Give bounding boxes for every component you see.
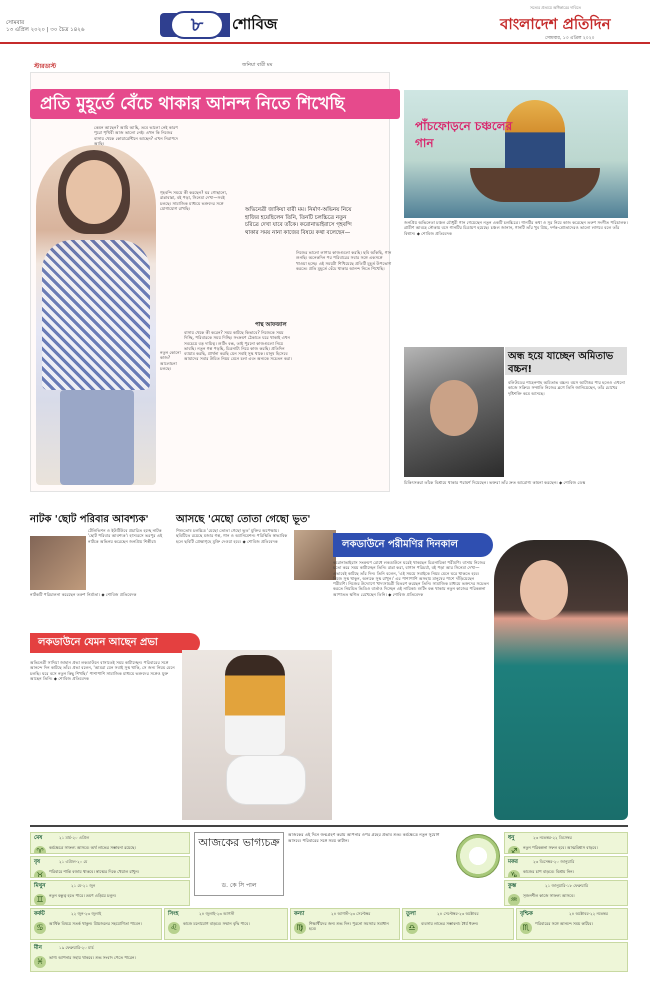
lead-column-2: বাসায় থেকে কী করেন? সময় কাটছে কিভাবে? নিজেকে সময় দিচ্ছি, পরিবারকে সময় দিচ্ছি। সংক্রমণ ঠেকাতে ঘরে থাকাই এখন সবচেয়ে বড় দায়িত্ব। শুটিং বন্ধ, তাই পুরনো কাজগুলো নিয়ে ভাবছি। নতুন গল্প পড়ছি, চিত্রনাট্য নিয়ে কাজ করছি। প্রতিদিন ব্যায়াম করছি, প্রার্থনা করছি যেন সবাই সুস্থ থাকে। মানুষ হিসেবে আমাদের সবার উচিত নিয়ম মেনে চলা এবং অন্যকে সচেতন করা। <box>184 330 292 362</box>
sign-text: শিক্ষার্থীদের জন্য শুভ দিন। পুরনো সমস্যার সমাধান হবে। <box>309 921 389 931</box>
sign-date: ২১ মার্চ-২০ এপ্রিল <box>59 835 90 840</box>
porimoni-face <box>520 560 568 620</box>
horoscope-sign-5[interactable] <box>290 908 400 940</box>
zodiac-sign-icon: ♏ <box>520 922 532 934</box>
natak-headline[interactable]: নাটক 'ছোট পরিবার আবশ্যক' <box>30 514 149 525</box>
sign-name: সিংহ <box>168 911 179 917</box>
sign-name: ধনু <box>508 835 515 841</box>
sign-name: মেষ <box>34 835 43 841</box>
natak-body-text: টেলিভিশন ও ইউটিউবে প্রচারিত হচ্ছে নাটক 'ছোট পরিবার আবশ্যক'। হাস্যরসে ভরপুর এই নাটকে অভিনয় করেছেন জনপ্রিয় শিল্পীরা। <box>88 528 163 544</box>
sign-text: পরিবারে শান্তি বজায় থাকবে। স্বাস্থ্যের দিকে খেয়াল রাখুন। <box>49 869 140 874</box>
natak-body-text-2: নাটকটি পরিচালনা করেছেন তরুণ নির্মাতা। ◆ শোবিজ প্রতিবেদক <box>30 592 137 597</box>
sign-date: ২১ মে-২১ জুন <box>71 883 96 888</box>
horoscope-sign-9[interactable] <box>504 856 628 878</box>
section-title: শোবিজ <box>232 15 278 33</box>
mecho-photo <box>294 530 336 580</box>
amitabh-body-text-2: চিকিৎসকরা তাঁকে বিশ্রামে থাকার পরামর্শ দিয়েছেন। ভক্তরা তাঁর দ্রুত আরোগ্য কামনা করছেন। ◆ শোবিজ ডেস্ক <box>404 480 586 485</box>
zodiac-sign-icon: ♎ <box>406 922 418 934</box>
sign-date: ২৪ আগস্ট-২৩ সেপ্টেম্বর <box>331 911 371 916</box>
sign-name: তুলা <box>406 911 416 917</box>
porimoni-body-text: করোনাভাইরাস সংক্রমণ রোধে লকডাউনে ঘরেই থাকছেন চিত্রনায়িকা পরীমণি। বাসায় নিজের মতো করে সময় কাটাচ্ছেন তিনি। রান্না করা, বাগান পরিচর্যা, বই পড়া আর সিনেমা দেখা—এভাবেই কাটছে তাঁর দিন। তিনি বলেন, 'এই সময়ে সবাইকে নিয়ম মেনে ঘরে থাকতে হবে। নিজে সুস্থ থাকুন, অন্যকে সুস্থ রাখুন।' এর পাশাপাশি অসহায় মানুষের পাশে দাঁড়িয়েছেন পরীমণি। নিজের উদ্যোগে খাদ্যসামগ্রী বিতরণ করছেন তিনি। সামাজিক মাধ্যমে ভক্তদের সচেতন করতে নিয়মিত ভিডিও বার্তাও দিচ্ছেন এই নায়িকা। শুটিং বন্ধ থাকায় নতুন কাজের পরিকল্পনা আপাতত স্থগিত রেখেছেন তিনি। ◆ শোবিজ প্রতিবেদক <box>333 560 489 597</box>
horoscope-sign-2[interactable] <box>30 880 190 906</box>
sign-name: বৃষ <box>34 859 41 865</box>
actress-kurta <box>42 240 150 390</box>
zodiac-sign-icon: ♉ <box>34 870 46 878</box>
lead-column-1c: নতুন কোনো কাজ? আলোচনা চলছে। <box>160 350 181 371</box>
sign-name: কন্যা <box>294 911 305 917</box>
prova-figure <box>225 655 285 755</box>
actress-pants <box>60 390 134 485</box>
porimoni-headline[interactable]: লকডাউনে পরীমণির দিনকাল <box>342 539 458 550</box>
brand-tagline: সত্যের প্রত্যয়ে অধিকারের দাবিতে <box>530 5 581 10</box>
day-label: সোমবার <box>6 20 25 26</box>
mecho-body-text: শিশুতোষ চলচ্চিত্র 'মেছো তোতা গেছো ভূত' মুক্তির অপেক্ষায়। ছবিটিতে রয়েছে মজার গল্প, গান ও অ্যানিমেশন। পরিস্থিতি স্বাভাবিক হলে ছবিটি প্রেক্ষাগৃহে মুক্তি দেওয়া হবে। ◆ শোবিজ প্রতিবেদক <box>176 528 288 544</box>
sign-date: ২৩ ডিসেম্বর-২০ জানুয়ারি <box>533 859 575 864</box>
zodiac-sign-icon: ♒ <box>508 894 520 906</box>
zodiac-sign-icon: ♌ <box>168 922 180 934</box>
pull-quote: অভিনেত্রী জাকিয়া বারী মম। নির্মাণ-অভিনয় নিয়ে হাজির হয়েছিলেন তিনি, তিনটি চলচ্চিত্রে নতুন চরিত্রে দেখা যাবে তাঁকে। করোনাভাইরাসে গৃহবন্দি থাকার সময় নানা কাজের বিষয়ে কথা বলেছেন— <box>245 207 352 236</box>
horoscope-sign-3[interactable] <box>30 908 162 940</box>
horoscope-sign-10[interactable] <box>504 880 628 906</box>
zodiac-sign-icon: ♋ <box>34 922 46 934</box>
zodiac-wheel-icon <box>456 834 500 878</box>
newspaper-logo[interactable]: বাংলাদেশ প্রতিদিন <box>500 15 611 33</box>
sign-text: পরিবারের সঙ্গে আনন্দে সময় কাটবে। <box>535 921 593 926</box>
sign-text: কর্মক্ষেত্রে সাফল্য আসবে। অর্থ লাভের সম্ভাবনা রয়েছে। <box>49 845 136 850</box>
zodiac-sign-icon: ♈ <box>34 846 46 854</box>
sign-date: ২১ এপ্রিল-২০ মে <box>59 859 88 864</box>
natak-photo <box>30 536 86 590</box>
sign-date: ২২ জুন-২৩ জুলাই <box>71 911 102 916</box>
singer-body-text: জনপ্রিয় অভিনেতা চঞ্চল চৌধুরী গান গেয়েছেন নতুন একটি চলচ্চিত্রে। গানটির কথা ও সুর নিয়ে কাজ করেছেন তরুণ সংগীত পরিচালক। গ্রামীণ আবহে নৌকায় বসে গানটির চিত্রায়ণ হয়েছে। চঞ্চল জানান, গানটি তাঁর খুব প্রিয়, দর্শক-শ্রোতাদেরও ভালো লাগবে বলে তাঁর বিশ্বাস। ◆ শোবিজ প্রতিবেদক <box>404 220 628 236</box>
horoscope-author: ড. কে সি পাল <box>221 882 257 889</box>
sign-text: নতুন বন্ধুত্ব হতে পারে। ভ্রমণ এড়িয়ে চলুন। <box>49 893 117 898</box>
brand-date: সোমবার, ১৩ এপ্রিল ২০২০ <box>545 36 595 41</box>
prova-headline[interactable]: লকডাউনে যেমন আছেন প্রভা <box>38 637 158 648</box>
sign-date: ২৪ জুলাই-২৩ আগস্ট <box>199 911 235 916</box>
pull-quote-author: পান্থ আফজাল <box>255 322 287 328</box>
amitabh-body-text: বলিউডের শাহেনশাহ অমিতাভ বচ্চন। বয়স আটাত্তর পার হলেও এখনো কাজে সক্রিয়। সম্প্রতি নিজের ব্লগে তিনি জানিয়েছেন, তাঁর চোখের দৃষ্টিশক্তি কমে আসছে। <box>508 380 625 396</box>
amitabh-face <box>430 380 478 436</box>
story-kicker: স্টারডাস্ট <box>34 63 57 70</box>
page-date <box>6 20 84 34</box>
lead-column-1: কেমন আছেন? আমি আছি, তবে ভালো নেই কারণ পুরো পৃথিবী আজ ভালো নেই। এখন কি নিজের বাসায় থেকে কোয়ারেন্টিনে আছেন? এখন নিরাপদে আছি। <box>94 125 179 146</box>
sign-date: ২৩ নভেম্বর-২২ ডিসেম্বর <box>533 835 572 840</box>
sign-text: নতুন পরিকল্পনা সফল হবে। আত্মবিশ্বাস বাড়বে। <box>523 845 598 850</box>
sign-name: কর্কট <box>34 911 45 917</box>
horoscope-sign-0[interactable] <box>30 832 190 854</box>
sign-text: সৃজনশীল কাজে সাফল্য আসবে। <box>523 893 575 898</box>
horoscope-sign-11[interactable] <box>30 942 628 972</box>
sign-name: মীন <box>34 945 42 951</box>
boat-shape <box>470 168 600 202</box>
zodiac-sign-icon: ♊ <box>34 894 46 906</box>
date-line: ১৩ এপ্রিল ২০২০ | ৩০ চৈত্র ১৪২৬ <box>6 27 85 33</box>
sign-name: মিথুন <box>34 883 46 889</box>
zodiac-sign-icon: ♐ <box>508 846 520 854</box>
zodiac-sign-icon: ♍ <box>294 922 306 934</box>
prova-body-text: অভিনেত্রী সাদিয়া জাহান প্রভা লকডাউনে বাসাতেই সময় কাটাচ্ছেন। পরিবারের সঙ্গে আনন্দে দিন কাটছে তাঁর। প্রভা বলেন, 'আমরা যেন সবাই সুস্থ থাকি, সে জন্য নিয়ম মেনে চলছি। ঘরে বসে নতুন কিছু শিখছি।' পাশাপাশি সামাজিক মাধ্যমে ভক্তদের সঙ্গেও যুক্ত আছেন তিনি। ◆ শোবিজ প্রতিবেদক <box>30 660 175 681</box>
horoscope-sign-8[interactable] <box>504 832 628 854</box>
sign-text: কাজে মনোযোগ বাড়বে। সম্মান বৃদ্ধি পাবে। <box>183 921 250 926</box>
prova-legs <box>226 755 306 805</box>
zodiac-sign-icon: ♑ <box>508 870 520 878</box>
sign-name: কুম্ভ <box>508 883 517 889</box>
sign-date: ১৯ ফেব্রুয়ারি-২০ মার্চ <box>59 945 94 950</box>
lead-column-1b: গৃহবন্দি সময়ে কী করছেন? ঘর গোছানো, রান্নাবান্না, বই পড়া, সিনেমা দেখা—সবই চলছে। সামাজিক মাধ্যমে ভক্তদের সঙ্গে যোগাযোগ রাখছি। <box>160 190 228 211</box>
lead-column-3: নিজের ভালো লাগার কাজগুলো করছি। ছবি আঁকছি, গান শুনছি। অনেকদিন পর পরিবারের সবার সঙ্গে একসঙ্গে খাওয়া হচ্ছে। এই সময়টা শিখিয়েছে প্রতিটি মুহূর্ত উপভোগ করতে। প্রতি মুহূর্তে বেঁচে থাকার আনন্দ নিতে শিখেছি। <box>296 250 392 271</box>
horoscope-sign-7[interactable] <box>516 908 628 940</box>
horoscope-sign-6[interactable] <box>402 908 514 940</box>
zodiac-sign-icon: ♓ <box>34 956 46 968</box>
sign-date: ২৪ সেপ্টেম্বর-২৩ অক্টোবর <box>437 911 479 916</box>
mecho-headline[interactable]: আসছে 'মেছো তোতা গেছো ভূত' <box>176 514 311 525</box>
horoscope-title[interactable]: আজকের ভাগ্যচক্র <box>198 836 280 849</box>
sign-text: ব্যবসায় লাভের সম্ভাবনা। ধৈর্য ধরুন। <box>421 921 479 926</box>
sign-date: ২৪ অক্টোবর-২২ নভেম্বর <box>569 911 608 916</box>
horoscope-sign-4[interactable] <box>164 908 288 940</box>
sign-text: ভাগ্য আপনার সহায় থাকবে। শুভ সংবাদ পেতে পারেন। <box>49 955 136 960</box>
sign-text: কাজের চাপ বাড়বে। বিশ্রাম নিন। <box>523 869 574 874</box>
horoscope-sign-1[interactable] <box>30 856 190 878</box>
sign-name: বৃশ্চিক <box>520 911 533 917</box>
horoscope-intro: আজকের এই দিনে জন্মগ্রহণ করায় আপনার ওপর গ্রহের প্রভাব শুভ। কর্মক্ষেত্রে নতুন সুযোগ আসবে। পরিবারের সঙ্গে সময় কাটান। <box>288 832 440 843</box>
amitabh-headline[interactable]: অন্ধ হয়ে যাচ্ছেন অমিতাভ বচ্চন! <box>508 351 614 375</box>
page-number: ৮ <box>170 11 224 39</box>
sign-text: আর্থিক বিষয়ে সতর্ক থাকুন। প্রিয়জনের সহযোগিতা পাবেন। <box>49 921 142 926</box>
sign-name: মকর <box>508 859 518 865</box>
lead-headline[interactable]: প্রতি মুহূর্তে বেঁচে থাকার আনন্দ নিতে শিখেছি <box>40 94 345 114</box>
story-byline: জনিয়া বারী মম <box>242 62 273 68</box>
singer-headline[interactable]: পাঁচফোড়নে চঞ্চলের গান <box>415 119 513 150</box>
sign-date: ২১ জানুয়ারি-১৮ ফেব্রুয়ারি <box>545 883 589 888</box>
